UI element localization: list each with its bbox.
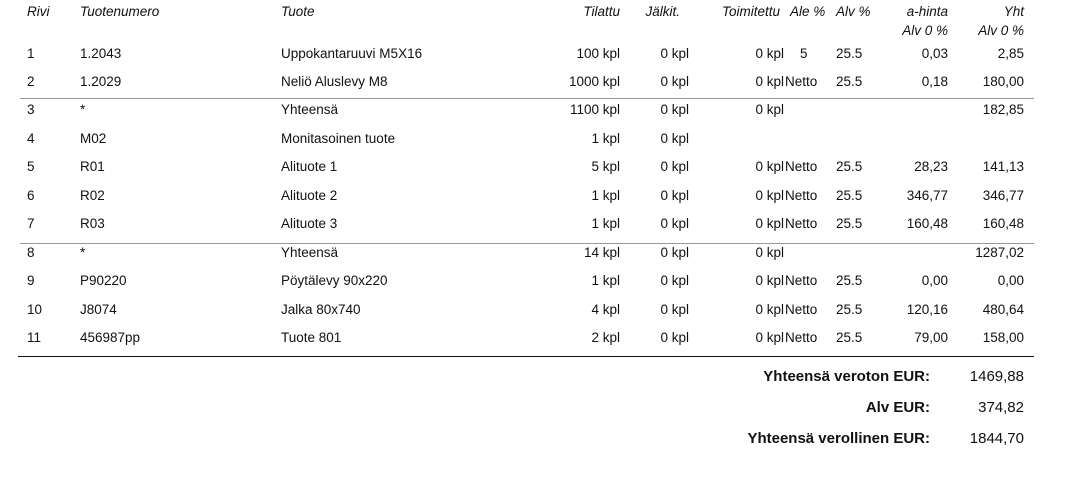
- cell-tilattu: 14 kpl: [583, 245, 620, 260]
- cell-jalkit: 0 kpl: [660, 46, 689, 61]
- cell-jalkit: 0 kpl: [660, 131, 689, 146]
- cell-alv: 25.5: [836, 46, 863, 61]
- cell-alv: 25.5: [836, 188, 863, 203]
- cell-tuotenumero: 456987pp: [80, 330, 141, 345]
- total-verollinen-value: 1844,70: [969, 430, 1024, 447]
- cell-tuote: Alituote 2: [281, 188, 338, 203]
- cell-tuote: Alituote 3: [281, 216, 338, 231]
- cell-rivi: 1: [27, 46, 35, 61]
- cell-alv: 25.5: [836, 74, 863, 89]
- cell-ale: Netto: [785, 216, 818, 231]
- cell-rivi: 2: [27, 74, 35, 89]
- cell-tuote: Yhteensä: [281, 245, 339, 260]
- cell-jalkit: 0 kpl: [660, 216, 689, 231]
- cell-toimitettu: 0 kpl: [755, 302, 784, 317]
- header-ahinta: a-hinta: [906, 4, 948, 19]
- cell-tuotenumero: 1.2029: [80, 74, 122, 89]
- header-tuote: Tuote: [281, 4, 315, 19]
- header-tilattu: Tilattu: [583, 4, 620, 19]
- cell-jalkit: 0 kpl: [660, 188, 689, 203]
- total-alv-value: 374,82: [978, 399, 1024, 416]
- cell-ahinta: 28,23: [914, 159, 948, 174]
- cell-jalkit: 0 kpl: [660, 102, 689, 117]
- cell-toimitettu: 0 kpl: [755, 216, 784, 231]
- cell-rivi: 5: [27, 159, 35, 174]
- total-alv-label: Alv EUR:: [865, 399, 930, 416]
- cell-tuotenumero: R02: [80, 188, 105, 203]
- cell-rivi: 9: [27, 273, 35, 288]
- header-jalkit: Jälkit.: [645, 4, 680, 19]
- header-yht: Yht: [1003, 4, 1024, 19]
- header-ahinta-sub: Alv 0 %: [902, 23, 948, 38]
- cell-tuotenumero: M02: [80, 131, 107, 146]
- cell-tilattu: 1 kpl: [591, 273, 620, 288]
- cell-jalkit: 0 kpl: [660, 74, 689, 89]
- cell-rivi: 4: [27, 131, 35, 146]
- cell-tuote: Monitasoinen tuote: [281, 131, 396, 146]
- cell-ale: Netto: [785, 74, 818, 89]
- total-verollinen-label: Yhteensä verollinen EUR:: [747, 430, 930, 447]
- cell-tuote: Alituote 1: [281, 159, 338, 174]
- cell-tilattu: 1100 kpl: [569, 102, 620, 117]
- cell-tilattu: 1000 kpl: [568, 74, 620, 89]
- cell-tuote: Yhteensä: [281, 102, 339, 117]
- header-toimitettu: Toimitettu: [722, 4, 781, 19]
- cell-rivi: 11: [27, 330, 42, 345]
- cell-ahinta: 0,03: [921, 46, 948, 61]
- cell-toimitettu: 0 kpl: [755, 273, 784, 288]
- cell-jalkit: 0 kpl: [660, 159, 689, 174]
- cell-tuote: Pöytälevy 90x220: [281, 273, 388, 288]
- cell-tuote: Jalka 80x740: [281, 302, 361, 317]
- cell-jalkit: 0 kpl: [660, 330, 689, 345]
- cell-ale: Netto: [785, 273, 818, 288]
- cell-tuotenumero: J8074: [80, 302, 117, 317]
- cell-rivi: 8: [27, 245, 35, 260]
- cell-tilattu: 100 kpl: [576, 46, 620, 61]
- cell-ale: Netto: [785, 330, 818, 345]
- table-bottom-rule: [18, 356, 1034, 357]
- cell-yht: 182,85: [982, 102, 1024, 117]
- cell-tilattu: 1 kpl: [591, 188, 620, 203]
- cell-rivi: 6: [27, 188, 35, 203]
- subtotal-divider: [20, 243, 1034, 244]
- cell-yht: 346,77: [982, 188, 1024, 203]
- cell-yht: 180,00: [982, 74, 1024, 89]
- cell-ale: Netto: [785, 188, 818, 203]
- cell-yht: 158,00: [982, 330, 1024, 345]
- cell-yht: 141,13: [982, 159, 1024, 174]
- cell-jalkit: 0 kpl: [660, 245, 689, 260]
- cell-alv: 25.5: [836, 159, 863, 174]
- cell-ale: 5: [800, 46, 808, 61]
- cell-toimitettu: 0 kpl: [755, 46, 784, 61]
- cell-tilattu: 5 kpl: [591, 159, 620, 174]
- cell-ahinta: 79,00: [914, 330, 948, 345]
- cell-toimitettu: 0 kpl: [755, 188, 784, 203]
- cell-rivi: 10: [27, 302, 43, 317]
- cell-tuote: Neliö Aluslevy M8: [281, 74, 388, 89]
- cell-toimitettu: 0 kpl: [755, 245, 784, 260]
- subtotal-divider: [20, 98, 1034, 99]
- cell-tuotenumero: *: [80, 102, 86, 117]
- cell-tuotenumero: P90220: [80, 273, 127, 288]
- total-veroton-label: Yhteensä veroton EUR:: [763, 368, 930, 385]
- cell-alv: 25.5: [836, 330, 863, 345]
- cell-toimitettu: 0 kpl: [755, 74, 784, 89]
- cell-yht: 480,64: [982, 302, 1024, 317]
- cell-rivi: 3: [27, 102, 35, 117]
- cell-tuotenumero: R01: [80, 159, 105, 174]
- header-ale: Ale %: [790, 4, 826, 19]
- cell-tilattu: 4 kpl: [591, 302, 620, 317]
- cell-toimitettu: 0 kpl: [755, 159, 784, 174]
- cell-jalkit: 0 kpl: [660, 273, 689, 288]
- cell-alv: 25.5: [836, 302, 863, 317]
- cell-ahinta: 120,16: [906, 302, 948, 317]
- cell-alv: 25.5: [836, 273, 863, 288]
- cell-yht: 1287,02: [975, 245, 1024, 260]
- cell-ahinta: 0,00: [921, 273, 948, 288]
- cell-ale: Netto: [785, 159, 818, 174]
- cell-tuote: Tuote 801: [281, 330, 342, 345]
- cell-toimitettu: 0 kpl: [755, 102, 784, 117]
- cell-yht: 160,48: [982, 216, 1024, 231]
- cell-ahinta: 160,48: [906, 216, 948, 231]
- cell-rivi: 7: [27, 216, 35, 231]
- cell-ahinta: 346,77: [906, 188, 948, 203]
- header-yht-sub: Alv 0 %: [978, 23, 1024, 38]
- cell-toimitettu: 0 kpl: [755, 330, 784, 345]
- cell-tuotenumero: R03: [80, 216, 105, 231]
- cell-ale: Netto: [785, 302, 818, 317]
- cell-tuotenumero: *: [80, 245, 86, 260]
- header-tuotenumero: Tuotenumero: [80, 4, 160, 19]
- cell-yht: 2,85: [997, 46, 1024, 61]
- header-rivi: Rivi: [27, 4, 50, 19]
- total-veroton-value: 1469,88: [969, 368, 1024, 385]
- cell-tuote: Uppokantaruuvi M5X16: [281, 46, 423, 61]
- cell-tilattu: 1 kpl: [591, 131, 620, 146]
- cell-alv: 25.5: [836, 216, 863, 231]
- cell-ahinta: 0,18: [921, 74, 948, 89]
- cell-yht: 0,00: [997, 273, 1024, 288]
- cell-jalkit: 0 kpl: [660, 302, 689, 317]
- header-alv: Alv %: [836, 4, 871, 19]
- cell-tilattu: 2 kpl: [591, 330, 620, 345]
- cell-tuotenumero: 1.2043: [80, 46, 122, 61]
- cell-tilattu: 1 kpl: [591, 216, 620, 231]
